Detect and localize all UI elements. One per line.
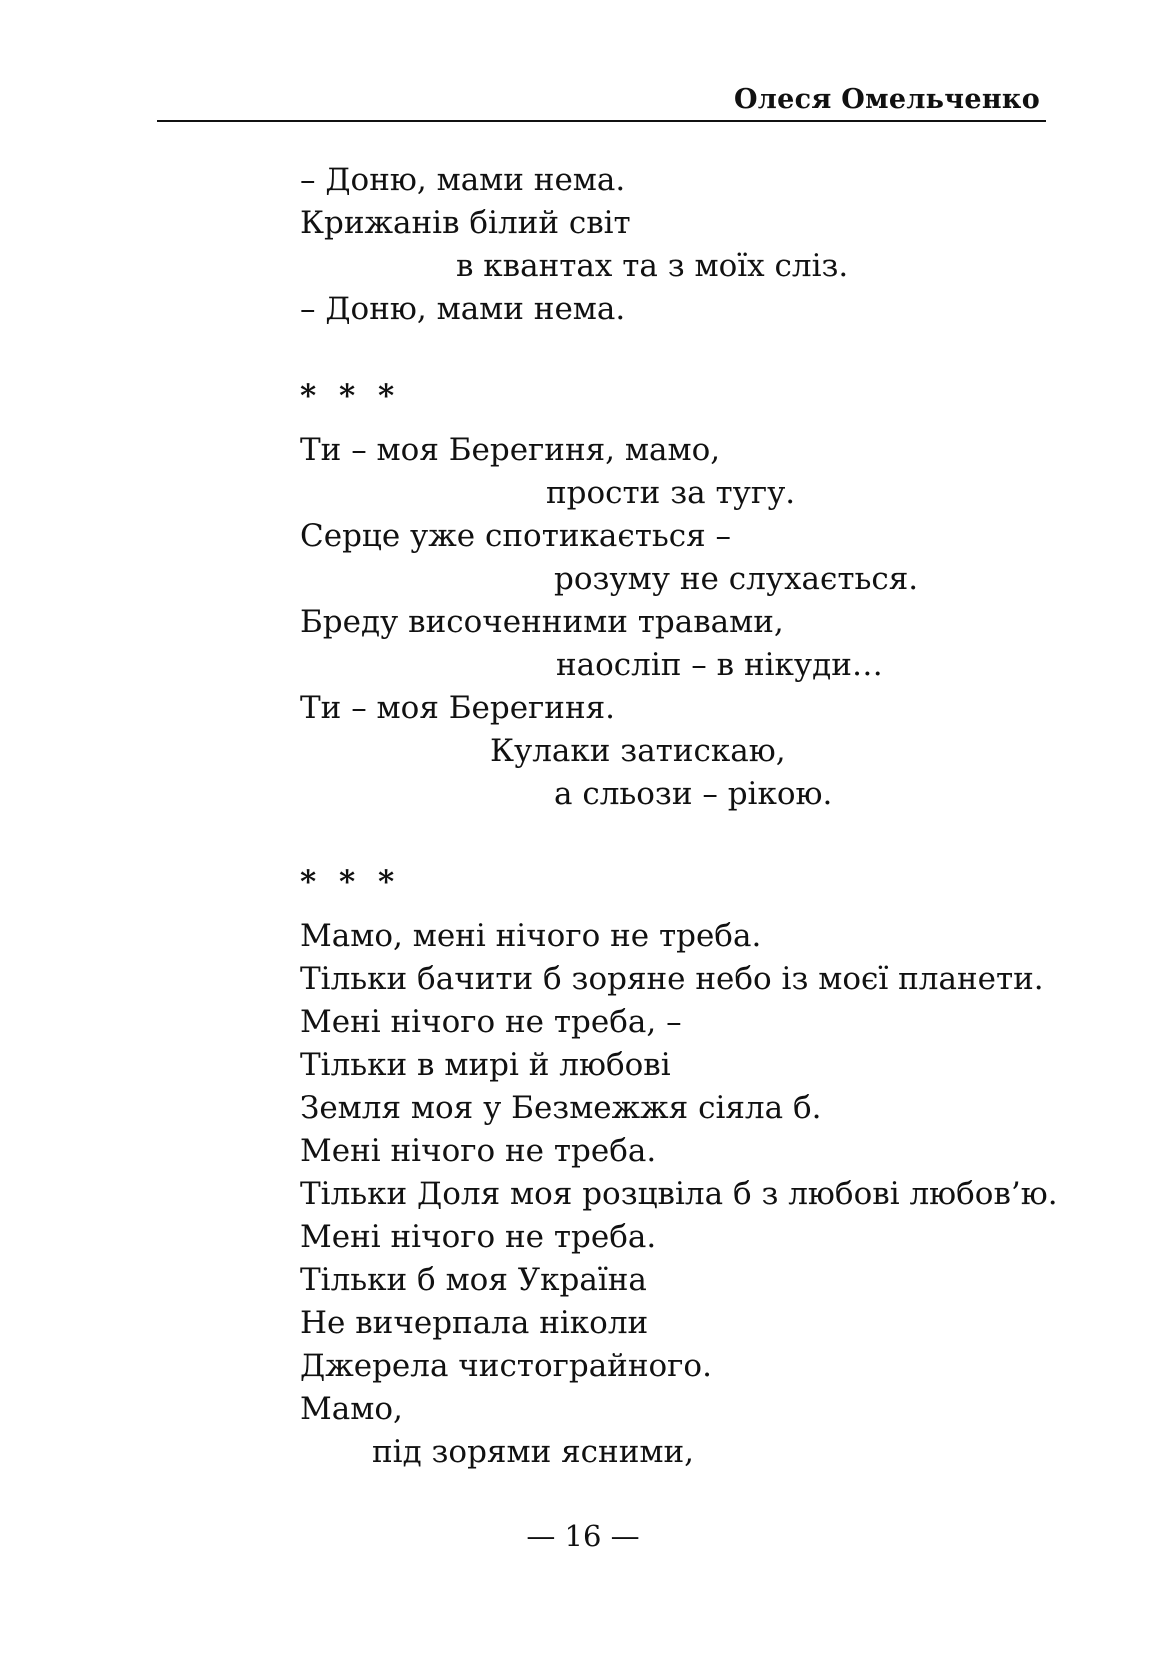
poem-line: Бреду височенними травами, — [300, 604, 784, 640]
poem-line: Тільки бачити б зоряне небо із моєї планети. — [300, 961, 1044, 997]
poem-line: Тільки в мирі й любові — [300, 1047, 671, 1083]
poem-line: – Доню, мами нема. — [300, 291, 626, 327]
poem-line: під зорями ясними, — [372, 1434, 694, 1470]
poem-line: Мені нічого не треба, – — [300, 1004, 682, 1040]
poem-line: розуму не слухається. — [554, 561, 919, 597]
stanza-separator: * * * — [300, 378, 401, 414]
poem-line: Джерела чистограйного. — [300, 1348, 712, 1384]
poem-line: Тільки б моя Україна — [300, 1262, 647, 1298]
poem-line: Ти – моя Берегиня, мамо, — [300, 432, 721, 468]
poem-body — [300, 0, 1060, 1654]
poem-line: – Доню, мами нема. — [300, 162, 626, 198]
page-number: — 16 — — [526, 1519, 640, 1553]
poem-line: Кулаки затискаю, — [490, 733, 786, 769]
poem-line: Мені нічого не треба. — [300, 1219, 657, 1255]
poem-line: Серце уже спотикається – — [300, 518, 732, 554]
poem-line: Не вичерпала ніколи — [300, 1305, 649, 1341]
poem-line: Ти – моя Берегиня. — [300, 690, 616, 726]
poem-line: наосліп – в нікуди… — [556, 647, 883, 683]
poem-line: Мамо, — [300, 1391, 403, 1427]
author-name: Олеся Омельченко — [733, 84, 1040, 115]
poem-line: Тільки Доля моя розцвіла б з любові любов’ю. — [300, 1176, 1058, 1212]
poem-line: прости за тугу. — [546, 475, 796, 511]
poem-line: Земля моя у Безмежжя сіяла б. — [300, 1090, 822, 1126]
poem-line: в квантах та з моїх сліз. — [456, 248, 849, 284]
poem-line: Мені нічого не треба. — [300, 1133, 657, 1169]
stanza-separator: * * * — [300, 864, 401, 900]
poem-line: а сльози – рікою. — [554, 776, 833, 812]
poem-line: Крижанів білий світ — [300, 205, 631, 241]
poem-line: Мамо, мені нічого не треба. — [300, 918, 762, 954]
